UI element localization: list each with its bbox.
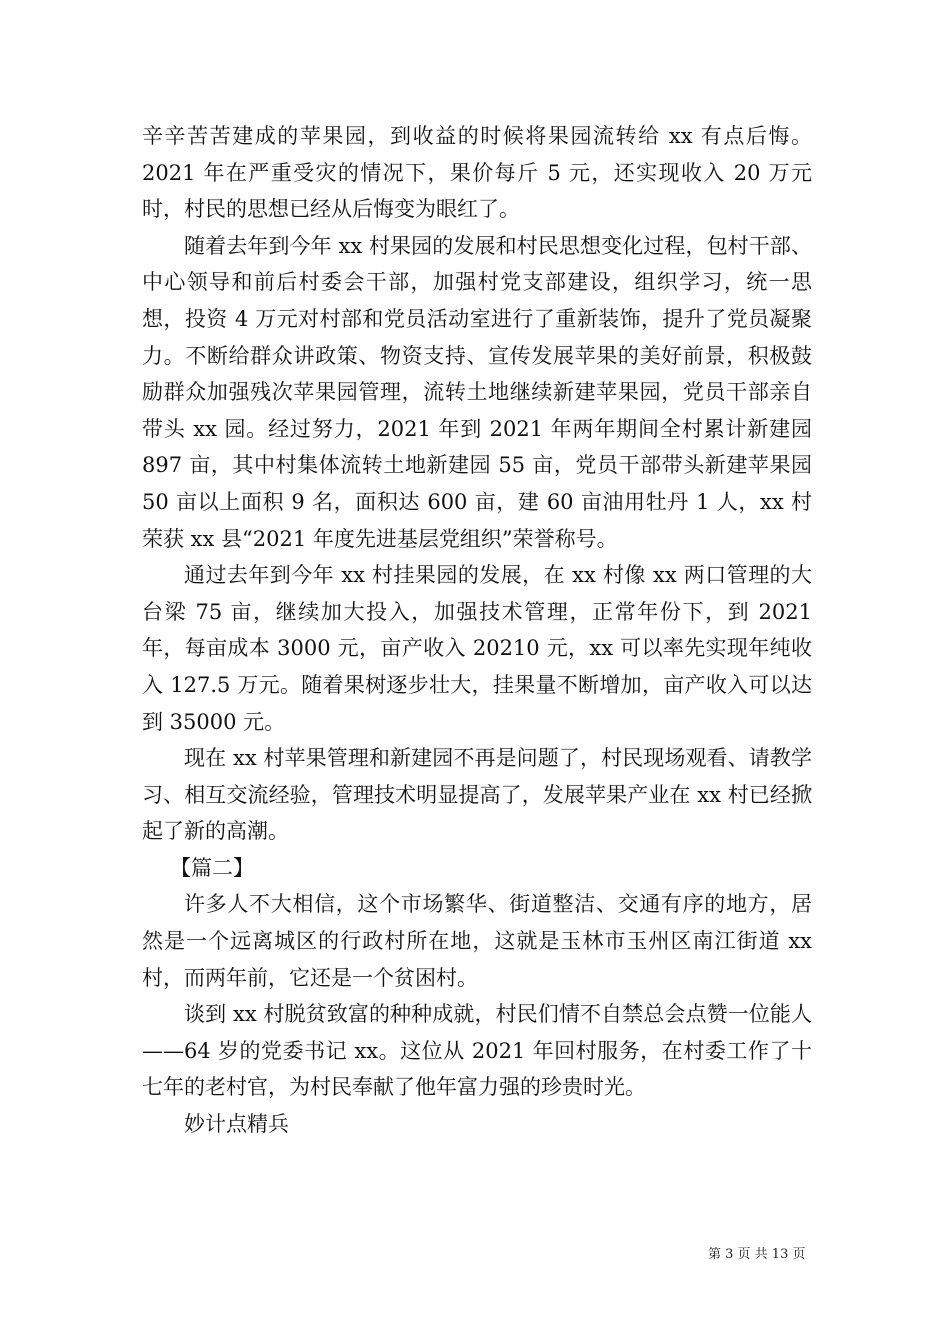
section-heading: 【篇二】 (170, 855, 254, 880)
subheading-tactic: 妙计点精兵 (184, 1112, 289, 1137)
document-body (142, 118, 812, 1143)
paragraph-continuation: 辛辛苦苦建成的苹果园，到收益的时候将果园流转给 xx 有点后悔。2021 年在严重受灾的情况下，果价每斤 5 元，还实现收入 20 万元时，村民的思想已经从后悔变为眼红了。 (142, 124, 812, 222)
paragraph-village-intro: 许多人不大相信，这个市场繁华、街道整洁、交通有序的地方，居然是一个远离城区的行政村所在地，这就是玉林市玉州区南江街道 xx 村，而两年前，它还是一个贫困村。 (142, 892, 812, 990)
paragraph-orchard-development: 随着去年到今年 xx 村果园的发展和村民思想变化过程，包村干部、中心领导和前后村委会干部，加强村党支部建设，组织学习，统一思想，投资 4 万元对村部和党员活动室进行了重新装饰，提升了党员凝聚力。不断给群众讲政策、物资支持、宣传发展苹果的美好前景，积极鼓励群众加强残次苹果园管理，流转土地继续新建苹果园，党员干部亲自带头 xx 园。经过努力，2021 年到 2021 年两年期间全村累计新建园 897 亩，其中村集体流转土地新建园 55 亩，党员干部带头新建苹果园 50 亩以上面积 9 名，面积达 600 亩，建 60 亩油用牡丹 1 人，xx 村荣获 xx 县“2021 年度先进基层党组织”荣誉称号。 (142, 233, 812, 551)
paragraph-village-official: 谈到 xx 村脱贫致富的种种成就，村民们情不自禁总会点赞一位能人——64 岁的党委书记 xx。这位从 2021 年回村服务，在村委工作了十七年的老村官，为村民奉献了他年富力强的珍贵时光。 (142, 1002, 812, 1100)
paragraph-new-upsurge: 现在 xx 村苹果管理和新建园不再是问题了，村民现场观看、请教学习、相互交流经验，管理技术明显提高了，发展苹果产业在 xx 村已经掀起了新的高潮。 (142, 746, 812, 844)
page-number: 第 3 页 共 13 页 (708, 1247, 806, 1262)
paragraph-fruit-income: 通过去年到今年 xx 村挂果园的发展，在 xx 村像 xx 两口管理的大台梁 75 亩，继续加大投入，加强技术管理，正常年份下，到 2021 年，每亩成本 3000 元，亩产收入 20210 元，xx 可以率先实现年纯收入 127.5 万元。随着果树逐步壮大，挂果量不断增加，亩产收入可以达到 35000 元。 (142, 563, 812, 734)
